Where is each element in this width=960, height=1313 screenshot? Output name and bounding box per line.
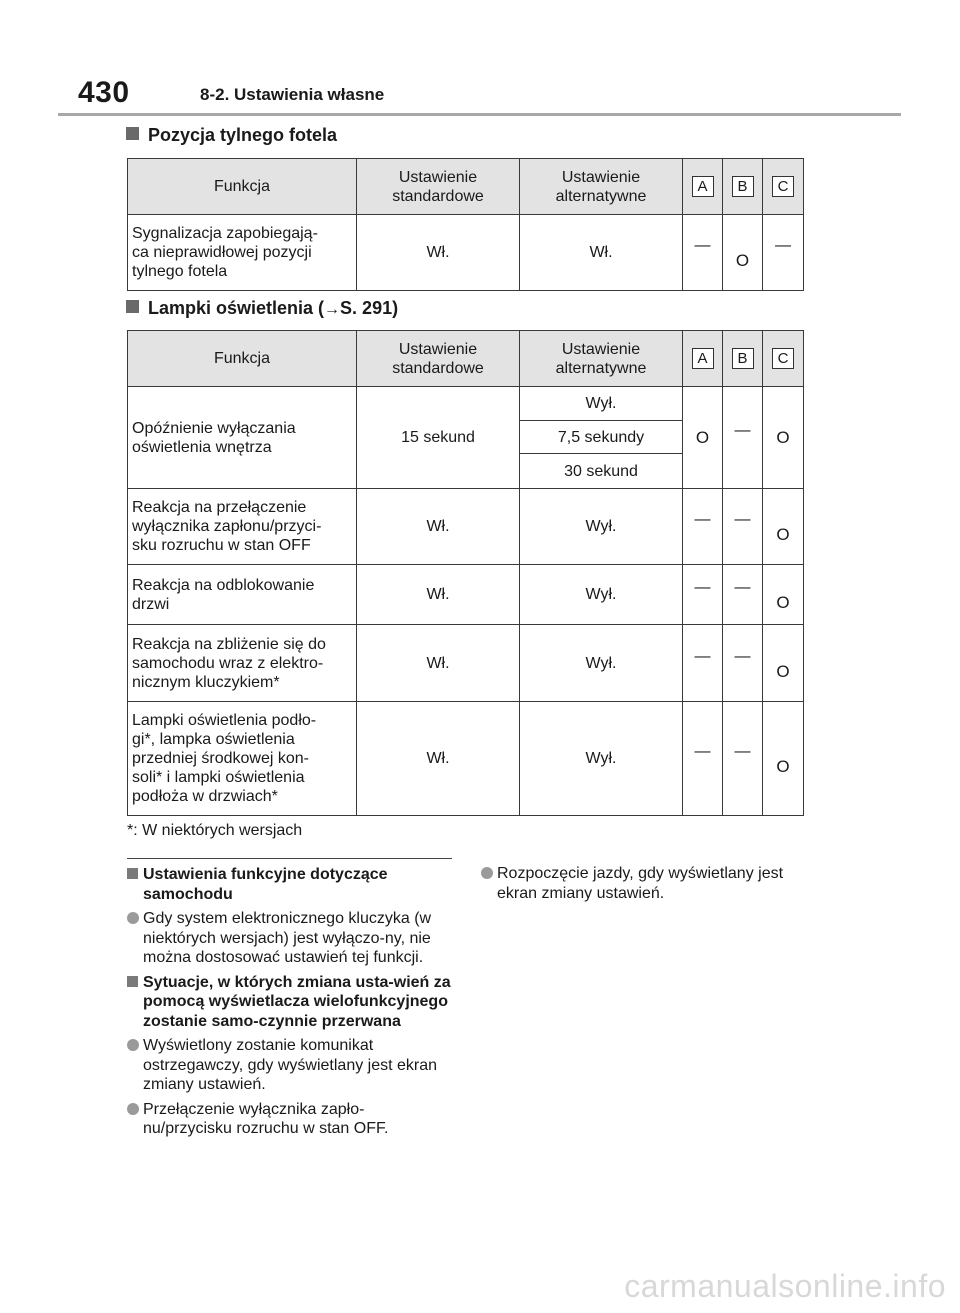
cell-alternative: Wył. — [520, 387, 683, 421]
cell-c: O — [763, 702, 804, 816]
footnote: *: W niektórych wersjach — [127, 822, 303, 839]
col-header-a — [683, 331, 723, 387]
square-bullet-icon — [127, 976, 138, 987]
col-header-b — [723, 159, 763, 215]
note-bullet: Wyświetlony zostanie komunikat ostrzegawczy, gdy wyświetlany jest ekran zmiany ustawień. — [127, 1036, 452, 1095]
table-row — [128, 215, 804, 291]
cell-function: Opóźnienie wyłączania oświetlenia wnętrza — [128, 387, 357, 489]
cell-a: — — [683, 489, 723, 565]
cell-default: 15 sekund — [357, 387, 520, 489]
table-row — [128, 489, 804, 565]
cell-b: — — [723, 489, 763, 565]
cell-c: O — [763, 565, 804, 625]
square-bullet-icon — [126, 127, 139, 140]
col-header-c — [763, 331, 804, 387]
col-header-a — [683, 159, 723, 215]
cell-function: Reakcja na zbliżenie się do samochodu wraz z elektro- nicznym kluczykiem* — [128, 625, 357, 702]
header-rule — [58, 113, 901, 116]
circle-bullet-icon — [481, 867, 493, 879]
page-number: 430 — [78, 76, 130, 109]
table-rear-seat — [127, 158, 804, 291]
cell-default: Wł. — [357, 625, 520, 702]
table-header-row — [128, 331, 804, 387]
table-row — [128, 565, 804, 625]
col-header-c — [763, 159, 804, 215]
letter-box-c: C — [772, 176, 794, 197]
cell-default: Wł. — [357, 702, 520, 816]
table-row — [128, 387, 804, 421]
section-title: 8-2. Ustawienia własne — [200, 85, 385, 104]
heading-rear-seat — [126, 125, 337, 146]
notes-right — [481, 864, 801, 908]
notes-rule — [127, 858, 452, 859]
cell-c: O — [763, 489, 804, 565]
cell-alternative: Wył. — [520, 565, 683, 625]
notes-left — [127, 858, 452, 1144]
cell-a: — — [683, 625, 723, 702]
square-bullet-icon — [127, 868, 138, 879]
cell-alternative: 30 sekund — [520, 454, 683, 489]
cell-b: — — [723, 702, 763, 816]
cell-default: Wł. — [357, 489, 520, 565]
cell-alternative: Wył. — [520, 702, 683, 816]
heading-lights: Lampki oświetlenia (→S. 291) — [126, 298, 398, 319]
note-bullet: Przełączenie wyłącznika zapło-nu/przycisku rozruchu w stan OFF. — [127, 1100, 452, 1139]
letter-box-a: A — [692, 348, 714, 369]
col-header-function: Funkcja — [128, 331, 357, 387]
table-row — [128, 702, 804, 816]
cell-b: — — [723, 625, 763, 702]
cell-alternative: Wł. — [520, 215, 683, 291]
cell-function: Lampki oświetlenia podło- gi*, lampka oświetlenia przedniej środkowej kon- soli* i lampki oświetlenia podłoża w drzwiach* — [128, 702, 357, 816]
heading-rear-seat-text: Pozycja tylnego fotela — [148, 125, 338, 145]
col-header-default: Ustawienie standardowe — [357, 331, 520, 387]
col-header-function: Funkcja — [128, 159, 357, 215]
cell-b: — — [723, 387, 763, 489]
table-header-row — [128, 159, 804, 215]
cell-alternative: 7,5 sekundy — [520, 421, 683, 454]
letter-box-b: B — [732, 348, 754, 369]
cell-b: O — [723, 215, 763, 291]
note-bullet: Rozpoczęcie jazdy, gdy wyświetlany jest ekran zmiany ustawień. — [481, 864, 801, 903]
cell-alternative: Wył. — [520, 625, 683, 702]
col-header-default: Ustawienie standardowe — [357, 159, 520, 215]
cell-a: — — [683, 565, 723, 625]
cell-a: O — [683, 387, 723, 489]
square-bullet-icon — [126, 300, 139, 313]
circle-bullet-icon — [127, 1039, 139, 1051]
cell-a: — — [683, 702, 723, 816]
cell-c: O — [763, 625, 804, 702]
circle-bullet-icon — [127, 1103, 139, 1115]
circle-bullet-icon — [127, 912, 139, 924]
cell-a: — — [683, 215, 723, 291]
table-lights — [127, 330, 804, 816]
watermark: carmanualsonline.info — [624, 1268, 946, 1304]
cell-c: — — [763, 215, 804, 291]
note-bullet: Gdy system elektronicznego kluczyka (w niektórych wersjach) jest wyłączo-ny, nie można dostosować ustawień tej funkcji. — [127, 909, 452, 968]
letter-box-c: C — [772, 348, 794, 369]
cell-c: O — [763, 387, 804, 489]
cell-alternative: Wył. — [520, 489, 683, 565]
col-header-b — [723, 331, 763, 387]
note-heading: Ustawienia funkcyjne dotyczące samochodu — [127, 865, 452, 904]
cell-b: — — [723, 565, 763, 625]
cell-function: Reakcja na przełączenie wyłącznika zapłonu/przyci- sku rozruchu w stan OFF — [128, 489, 357, 565]
col-header-alternative: Ustawienie alternatywne — [520, 159, 683, 215]
cell-default: Wł. — [357, 565, 520, 625]
arrow-icon: → — [324, 301, 341, 318]
letter-box-b: B — [732, 176, 754, 197]
cell-function: Sygnalizacja zapobiegają- ca nieprawidłowej pozycji tylnego fotela — [128, 215, 357, 291]
col-header-alternative: Ustawienie alternatywne — [520, 331, 683, 387]
cell-default: Wł. — [357, 215, 520, 291]
letter-box-a: A — [692, 176, 714, 197]
note-heading: Sytuacje, w których zmiana usta-wień za pomocą wyświetlacza wielofunkcyjnego zostanie samo-czynnie przerwana — [127, 973, 452, 1032]
table-row — [128, 625, 804, 702]
cell-function: Reakcja na odblokowanie drzwi — [128, 565, 357, 625]
